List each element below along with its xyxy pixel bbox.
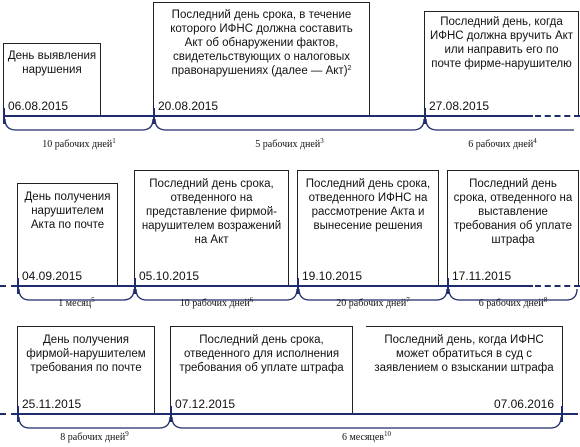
event-box-act-delivery <box>424 11 579 117</box>
event-text: День выявления нарушения <box>7 50 97 76</box>
event-text: Последний день срока, отведенного для исполнения требования об уплате штрафа <box>179 334 344 374</box>
interval-label <box>448 298 578 310</box>
interval-label-text: 10 рабочих дней <box>179 298 250 309</box>
interval-label <box>18 432 171 444</box>
interval-brace <box>18 416 171 432</box>
event-box-act-deadline <box>153 2 370 117</box>
event-text: Последний день срока, отведенного на выставление требования об уплате штрафа <box>453 178 573 246</box>
event-date: 07.06.2016 <box>493 397 554 411</box>
interval-label <box>4 139 154 151</box>
footnote-marker: 6 <box>249 296 254 304</box>
event-date: 07.12.2015 <box>175 397 236 411</box>
footnote-marker: 2 <box>347 65 352 72</box>
interval-label <box>18 298 135 310</box>
event-date: 05.10.2015 <box>139 269 200 283</box>
event-date: 25.11.2015 <box>22 397 82 411</box>
interval-label-text: 8 рабочих дней <box>60 432 126 443</box>
event-date: 19.10.2015 <box>302 269 363 283</box>
event-box-demand-received <box>17 326 155 415</box>
event-box-act-received <box>17 183 118 287</box>
footnote-marker: 1 <box>112 137 116 145</box>
event-text: Последний день, когда ИФНС должна вручить Акт или направить его по почте фирме-нарушителю <box>429 16 574 70</box>
interval-brace <box>425 118 575 134</box>
event-box-decision-deadline <box>297 170 439 287</box>
footnote-marker: 9 <box>125 430 129 438</box>
interval-label-text: 10 рабочих дней <box>42 139 113 150</box>
event-text-main: Последний день срока, в течение которого ИФНС должна составить Акт об обнаружении фактов, свидетельствующих о налоговых правонарушениях (далее — Акт) <box>170 9 353 77</box>
event-box-payment-deadline <box>170 326 353 415</box>
event-date: 27.08.2015 <box>429 99 490 113</box>
footnote-marker: 10 <box>384 430 392 438</box>
footnote-marker: 5 <box>91 296 95 304</box>
event-box-objections-deadline <box>134 170 289 287</box>
timeline-axis-continuation <box>535 115 580 117</box>
interval-label-text: 6 рабочих дней <box>478 298 544 309</box>
interval-label-text: 1 месяц <box>58 298 92 309</box>
event-date: 20.08.2015 <box>158 99 219 113</box>
event-text: День получения нарушителем Акта по почте <box>24 191 111 231</box>
interval-label <box>171 432 562 444</box>
event-text: День получения фирмой-нарушителем требования по почте <box>26 334 146 374</box>
interval-label-text: 6 рабочих дней <box>468 139 534 150</box>
event-box-demand-deadline <box>447 170 579 287</box>
interval-label-text: 5 рабочих дней <box>255 139 321 150</box>
interval-label <box>135 298 298 310</box>
timeline-axis <box>17 413 578 415</box>
interval-label-text: 6 месяцев <box>341 432 385 443</box>
interval-brace <box>171 416 562 432</box>
interval-label-text: 20 рабочих дней <box>336 298 407 309</box>
event-date: 17.11.2015 <box>452 269 512 283</box>
footnote-marker: 3 <box>320 137 324 145</box>
interval-brace <box>154 118 425 134</box>
event-date: 04.09.2015 <box>22 269 83 283</box>
event-box-detection <box>3 43 101 117</box>
interval-label <box>425 139 580 151</box>
timeline-axis-lead-in <box>0 285 17 287</box>
event-date: 06.08.2015 <box>8 99 69 113</box>
event-text: Последний день срока, отведенного ИФНС на рассмотрение Акта и вынесение решения <box>305 178 431 232</box>
footnote-marker: 7 <box>406 296 410 304</box>
interval-label <box>154 139 425 151</box>
footnote-marker: 8 <box>543 296 548 304</box>
event-text: Последний день срока, отведенного на представление фирмой-нарушителем возражений на Акт <box>141 178 282 246</box>
timeline-axis-lead-in <box>0 413 17 415</box>
interval-brace <box>4 118 154 134</box>
timeline-axis <box>17 285 533 287</box>
timeline-axis <box>3 115 533 117</box>
event-text <box>154 8 369 78</box>
event-box-court-deadline <box>366 326 563 415</box>
footnote-marker: 4 <box>533 137 537 145</box>
event-text: Последний день, когда ИФНС может обратиться в суд с заявлением о взыскании штрафа <box>374 334 554 374</box>
timeline-axis-continuation <box>535 285 580 287</box>
interval-label <box>298 298 448 310</box>
